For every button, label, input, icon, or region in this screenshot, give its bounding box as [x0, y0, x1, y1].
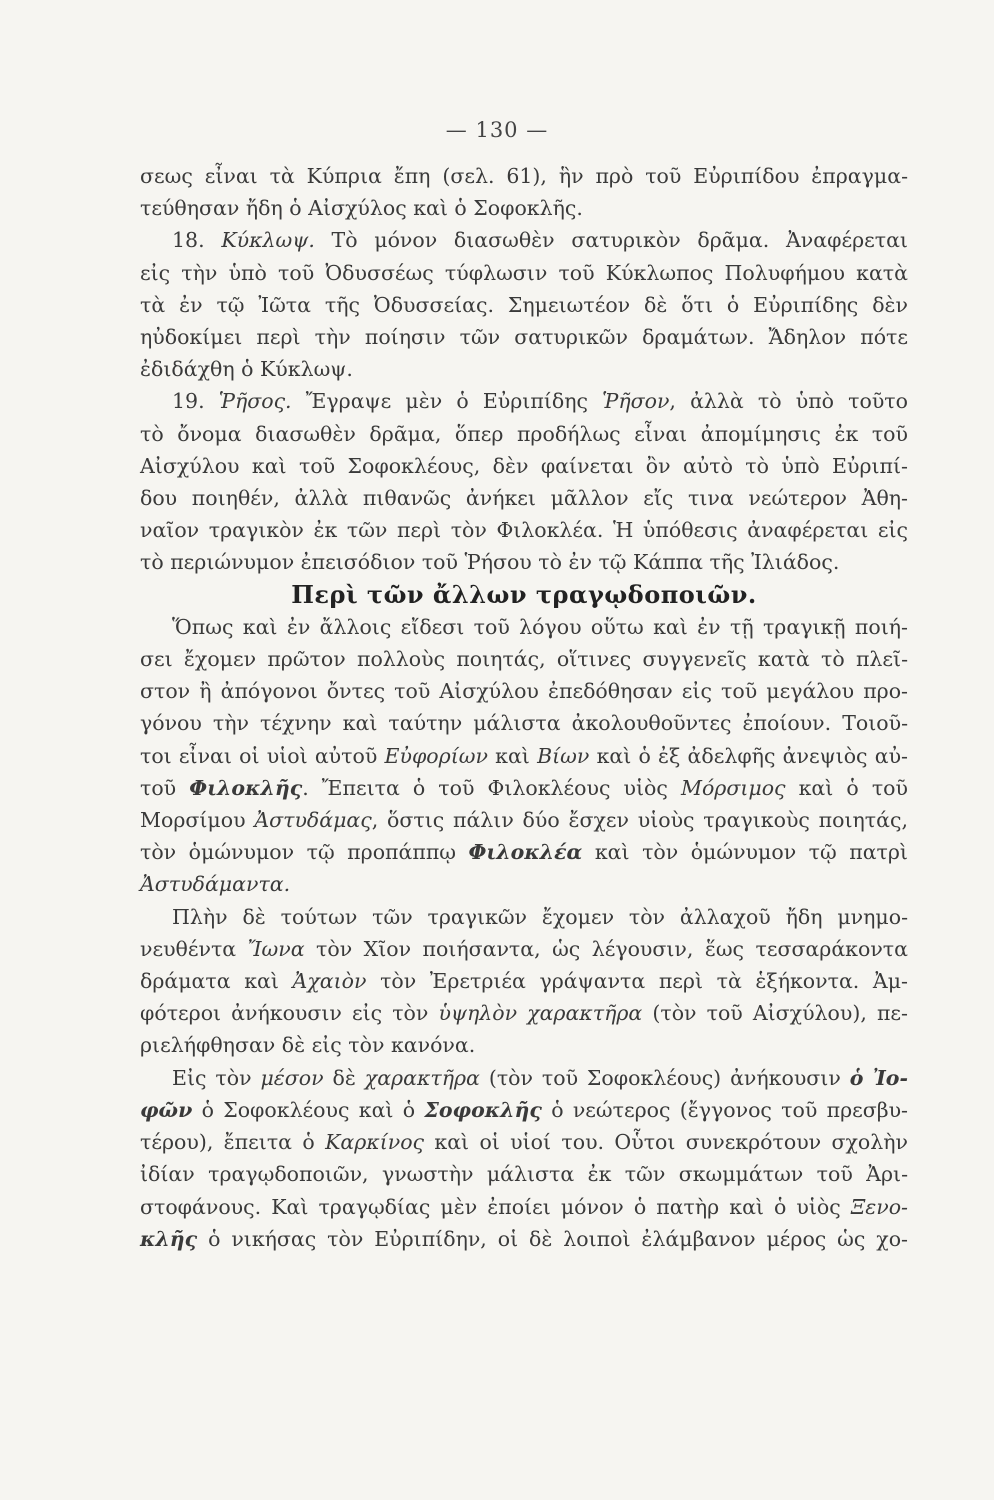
- text-line: γόνου τὴν τέχνην καὶ ταύτην μάλιστα ἀκολουθοῦντες ἐποίουν. Τοιοῦ-: [140, 711, 908, 736]
- text-span: καὶ: [495, 743, 530, 768]
- italic-name: Ἀστυδάμας: [254, 808, 372, 833]
- text-span: (τὸν τοῦ Αἰσχύλου), πε-: [652, 1001, 908, 1026]
- italic-name: Εὐφορίων: [384, 743, 488, 768]
- text-line: ἰδίαν τραγῳδοποιῶν, γνωστὴν μάλιστα ἐκ τῶν σκωμμάτων τοῦ Ἀρι-: [140, 1162, 908, 1187]
- italic-name: Μόρσιμος: [680, 775, 786, 800]
- page-body-text: [140, 160, 908, 1255]
- italic-name: Ἴωνα: [247, 936, 305, 961]
- bold-italic-name: Φιλοκλέα: [468, 840, 583, 865]
- text-span: ὁ Σοφοκλέους καὶ ὁ: [201, 1097, 416, 1122]
- text-span: Μορσίμου: [140, 808, 246, 833]
- text-line: τὸ περιώνυμον ἐπεισόδιον τοῦ Ῥήσου τὸ ἐν τῷ Κάππα τῆς Ἰλιάδος.: [140, 550, 840, 575]
- text-span: τέρου), ἔπειτα ὁ: [140, 1130, 315, 1155]
- bold-italic-name: κλῆς: [140, 1226, 198, 1251]
- text-line: [140, 740, 908, 772]
- italic-term: μέσον: [260, 1065, 324, 1090]
- text-line: ριελήφθησαν δὲ εἰς τὸν κανόνα.: [140, 1033, 476, 1058]
- italic-name: Ἀστυδάμαντα.: [140, 872, 291, 897]
- bold-italic-name: φῶν: [140, 1097, 193, 1122]
- text-span: στοφάνους. Καὶ τραγῳδίας μὲν ἐποίει μόνον ὁ πατὴρ καὶ ὁ υἱὸς: [140, 1194, 841, 1219]
- section-title: Κύκλωψ.: [221, 228, 315, 253]
- bold-italic-name: Σοφοκλῆς: [424, 1097, 542, 1122]
- text-span: τὸν Χῖον ποιήσαντα, ὡς λέγουσιν, ἕως τεσσαράκοντα: [316, 936, 908, 961]
- section-title: Ῥῆσος.: [218, 389, 292, 414]
- text-line: [140, 1094, 908, 1126]
- text-span: δὲ: [332, 1065, 356, 1090]
- text-line: [140, 836, 908, 868]
- text-span: καὶ ὁ ἐξ ἀδελφῆς ἀνεψιὸς αὐ-: [596, 743, 908, 768]
- text-line: [140, 965, 908, 997]
- text-span: Τὸ μόνον διασωθὲν σατυρικὸν δρᾶμα. Ἀναφέρεται: [331, 228, 908, 253]
- text-line: [140, 933, 908, 965]
- text-line: [140, 1062, 908, 1094]
- text-line: [140, 804, 908, 836]
- section-19-line: [140, 385, 908, 417]
- bold-italic-name: ὁ Ἰο-: [849, 1065, 908, 1090]
- text-line: ναῖον τραγικὸν ἐκ τῶν περὶ τὸν Φιλοκλέα. Ἡ ὑπόθεσις ἀναφέρεται εἰς: [140, 518, 908, 543]
- text-span: καὶ ὁ τοῦ: [798, 775, 908, 800]
- text-span: νευθέντα: [140, 936, 237, 961]
- text-span: φότεροι ἀνήκουσιν εἰς τὸν: [140, 1001, 429, 1026]
- text-line: [140, 1126, 908, 1158]
- text-span: , ὅστις πάλιν δύο ἔσχεν υἱοὺς τραγικοὺς ποιητάς,: [371, 808, 908, 833]
- italic-name: Καρκίνος: [325, 1130, 425, 1155]
- text-line: [140, 772, 908, 804]
- text-span: δράματα καὶ: [140, 969, 279, 994]
- text-line: δου ποιηθέν, ἀλλὰ πιθανῶς ἀνήκει μᾶλλον εἴς τινα νεώτερον Ἀθη-: [140, 486, 908, 511]
- bold-italic-name: Φιλοκλῆς: [189, 775, 303, 800]
- text-line: Αἰσχύλου καὶ τοῦ Σοφοκλέους, δὲν φαίνεται ὂν αὐτὸ τὸ ὑπὸ Εὐριπί-: [140, 453, 908, 478]
- text-line: Ὅπως καὶ ἐν ἄλλοις εἴδεσι τοῦ λόγου οὕτω καὶ ἐν τῇ τραγικῇ ποιή-: [172, 614, 908, 639]
- text-line: σει ἔχομεν πρῶτον πολλοὺς ποιητάς, οἵτινες συγγενεῖς κατὰ τὸ πλεῖ-: [140, 647, 908, 672]
- text-span: καὶ οἱ υἱοί του. Οὗτοι συνεκρότουν σχολὴν: [434, 1130, 908, 1155]
- text-span: (τὸν τοῦ Σοφοκλέους) ἀνήκουσιν: [488, 1065, 841, 1090]
- section-18-line: [140, 224, 908, 256]
- text-line: [140, 1223, 908, 1255]
- italic-name: Βίων: [537, 743, 590, 768]
- text-span: καὶ τὸν ὁμώνυμον τῷ πατρὶ: [594, 840, 908, 865]
- section-number: 18.: [172, 228, 205, 253]
- text-line: στον ἢ ἀπόγονοι ὄντες τοῦ Αἰσχύλου ἐπεδόθησαν εἰς τοῦ μεγάλου προ-: [140, 679, 908, 704]
- text-span: τὸν Ἐρετριέα γράψαντα περὶ τὰ ἑξήκοντα. Ἀμ-: [380, 969, 908, 994]
- text-line: [140, 1191, 908, 1223]
- text-span: Ἔγραψε μὲν ὁ Εὐριπίδης: [305, 389, 588, 414]
- italic-term: ὑψηλὸν χαρακτῆρα: [438, 1001, 643, 1026]
- text-line: τὸ ὄνομα διασωθὲν δρᾶμα, ὅπερ προδήλως εἶναι ἀπομίμησις ἐκ τοῦ: [140, 421, 908, 446]
- text-span: τοι εἶναι οἱ υἱοὶ αὐτοῦ: [140, 743, 378, 768]
- italic-term: χαρακτῆρα: [364, 1065, 480, 1090]
- italic-name: Ξενο-: [850, 1194, 908, 1219]
- text-span: , ἀλλὰ τὸ ὑπὸ τοῦτο: [669, 389, 908, 414]
- text-line: τεύθησαν ἤδη ὁ Αἰσχύλος καὶ ὁ Σοφοκλῆς.: [140, 196, 583, 221]
- text-span: τοῦ: [140, 775, 177, 800]
- section-number: 19.: [172, 389, 205, 414]
- text-line: ηὐδοκίμει περὶ τὴν ποίησιν τῶν σατυρικῶν δραμάτων. Ἄδηλον πότε: [140, 325, 908, 350]
- text-span: . Ἔπειτα ὁ τοῦ Φιλοκλέους υἱὸς: [302, 775, 668, 800]
- section-heading: Περὶ τῶν ἄλλων τραγῳδοποιῶν.: [291, 579, 757, 609]
- text-span: ὁ νεώτερος (ἔγγονος τοῦ πρεσβυ-: [551, 1097, 908, 1122]
- italic-term: Ῥῆσον: [602, 389, 670, 414]
- text-line: τὰ ἐν τῷ Ἰῶτα τῆς Ὀδυσσείας. Σημειωτέον δὲ ὅτι ὁ Εὐριπίδης δὲν: [140, 292, 908, 317]
- text-span: Εἰς τὸν: [172, 1065, 252, 1090]
- text-span: τὸν ὁμώνυμον τῷ προπάππῳ: [140, 840, 457, 865]
- page-number-header: — 130 —: [445, 118, 549, 142]
- text-line: σεως εἶναι τὰ Κύπρια ἔπη (σελ. 61), ἣν πρὸ τοῦ Εὐριπίδου ἐπραγμα-: [140, 164, 908, 188]
- text-line: ἐδιδάχθη ὁ Κύκλωψ.: [140, 357, 353, 382]
- text-line: [140, 997, 908, 1029]
- text-line: Πλὴν δὲ τούτων τῶν τραγικῶν ἔχομεν τὸν ἀλλαχοῦ ἤδη μνημο-: [172, 904, 908, 929]
- text-line: εἰς τὴν ὑπὸ τοῦ Ὀδυσσέως τύφλωσιν τοῦ Κύκλωπος Πολυφήμου κατὰ: [140, 260, 908, 285]
- italic-name: Ἀχαιὸν: [292, 969, 367, 994]
- text-span: ὁ νικήσας τὸν Εὐριπίδην, οἱ δὲ λοιποὶ ἐλάμβανον μέρος ὡς χο-: [208, 1226, 908, 1251]
